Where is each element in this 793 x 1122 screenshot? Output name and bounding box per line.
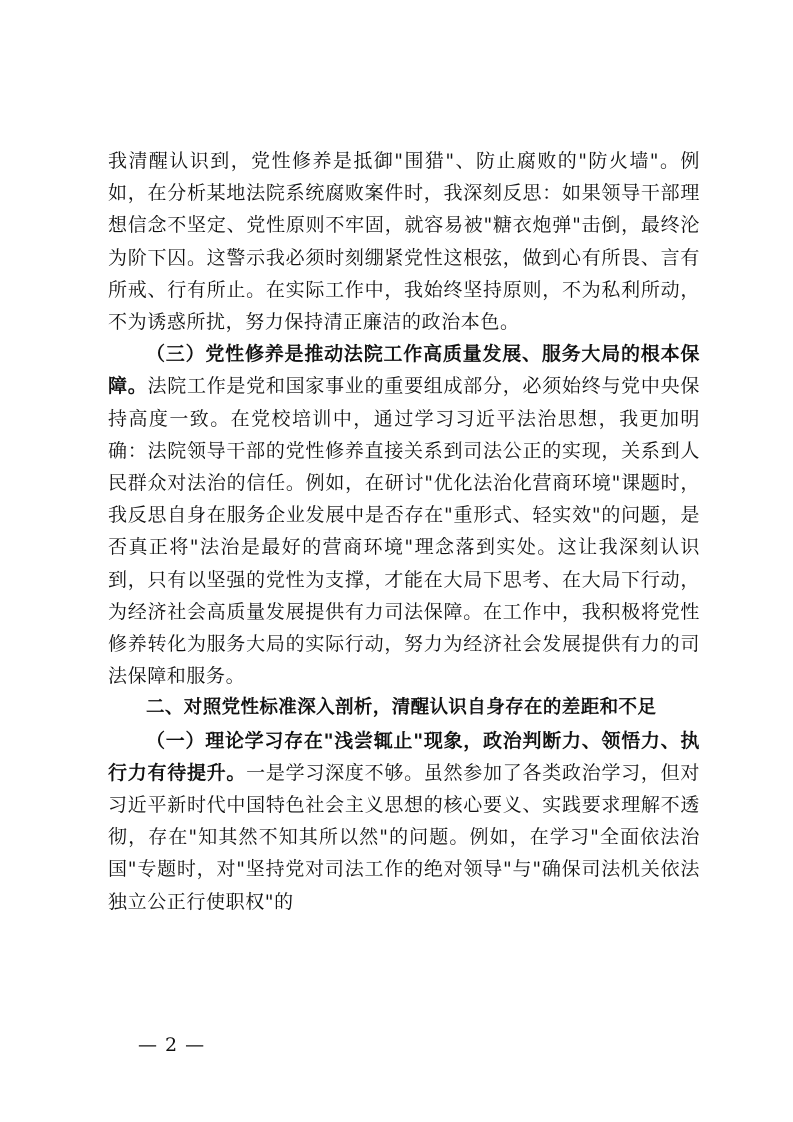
paragraph-text: 法院工作是党和国家事业的重要组成部分，必须始终与党中央保持高度一致。在党校培训中，通过学习习近平法治思想，我更加明确：法院领导干部的党性修养直接关系到司法公正的实现，关系到人民群众对法治的信任。例如，在研讨"优化法治化营商环境"课题时，我反思自身在服务企业发展中是否存在"重形式、轻实效"的问题，是否真正将"法治是最好的营商环境"理念落到实处。这让我深刻认识到，只有以坚强的党性为支撑，才能在大局下思考、在大局下行动，为经济社会高质量发展提供有力司法保障。在工作中，我积极将党性修养转化为服务大局的实际行动，努力为经济社会发展提供有力的司法保障和服务。 — [108, 375, 700, 688]
paragraph-section-three — [108, 338, 700, 692]
paragraph-continuation — [108, 145, 700, 338]
section-lead-sentence: （一）理论学习存在"浅尝辄止"现象，政治判断力、领悟力、执行力有待提升。 — [108, 729, 700, 784]
section-heading: 二、对照党性标准深入剖析，清醒认识自身存在的差距和不足 — [146, 697, 657, 719]
paragraph-text: 我清醒认识到，党性修养是抵御"围猎"、防止腐败的"防火墙"。例如，在分析某地法院系统腐败案件时，我深刻反思：如果领导干部理想信念不坚定、党性原则不牢固，就容易被"糖衣炮弹"击倒，最终沦为阶下囚。这警示我必须时刻绷紧党性这根弦，做到心有所畏、言有所戒、行有所止。在实际工作中，我始终坚持原则，不为私利所动，不为诱惑所扰，努力保持清正廉洁的政治本色。 — [108, 150, 700, 334]
paragraph-subsection-one — [108, 725, 700, 918]
paragraph-text: 一是学习深度不够。虽然参加了各类政治学习，但对习近平新时代中国特色社会主义思想的核心要义、实践要求理解不透彻，存在"知其然不知其所以然"的问题。例如，在学习"全面依法治国"专题时，对"坚持党对司法工作的绝对领导"与"确保司法机关依法独立公正行使职权"的 — [108, 761, 700, 913]
page-number: — 2 — — [138, 1034, 206, 1056]
section-lead-sentence: （三）党性修养是推动法院工作高质量发展、服务大局的根本保障。 — [108, 343, 700, 398]
document-body — [108, 145, 700, 918]
